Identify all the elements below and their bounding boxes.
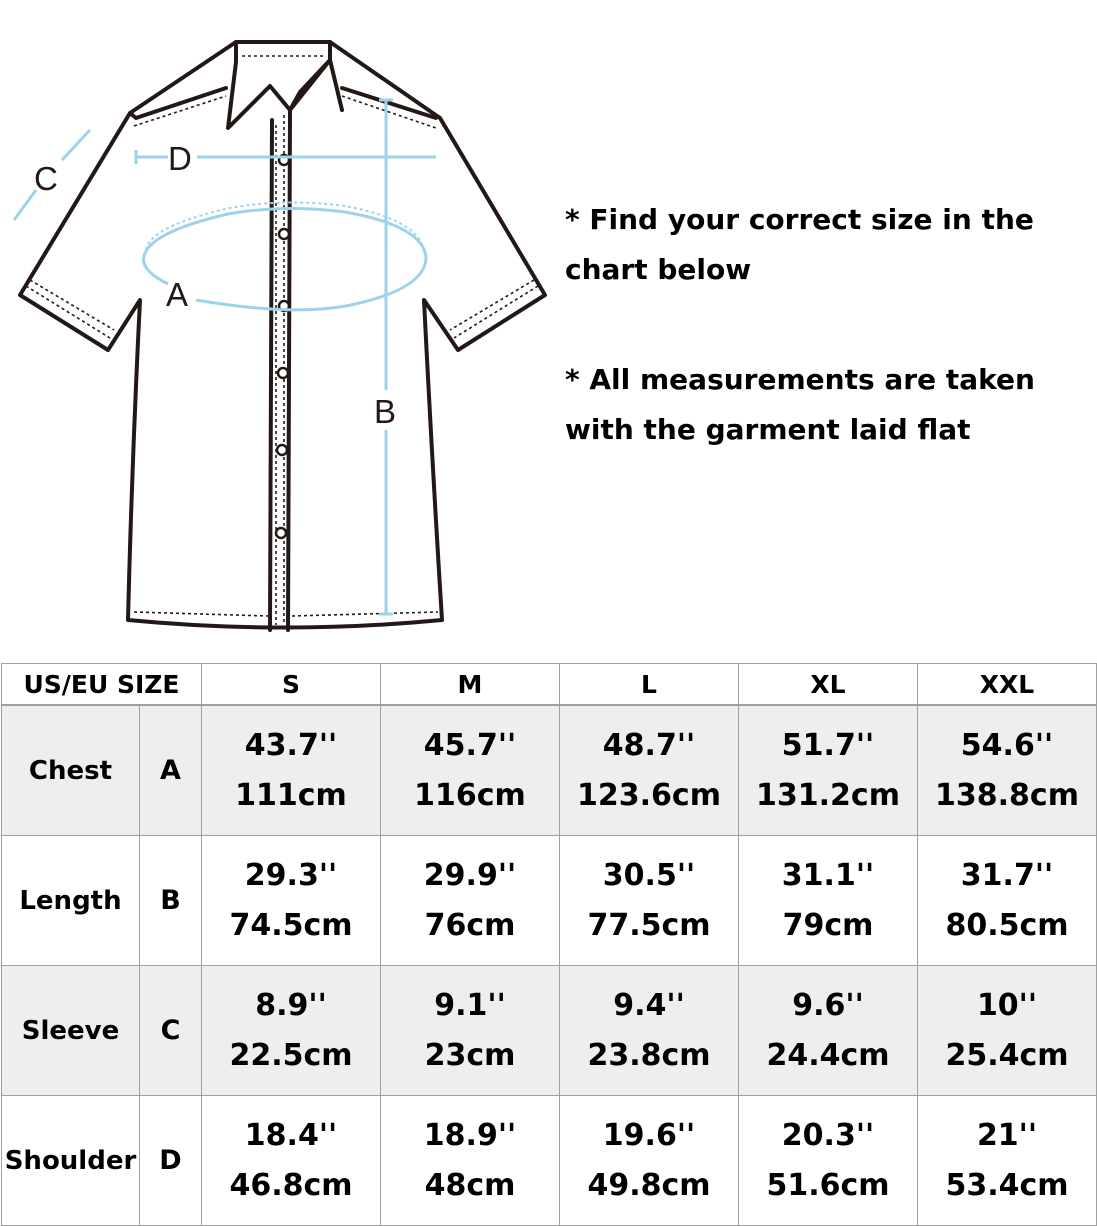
value-inches: 18.9'' <box>423 1117 517 1153</box>
shirt-collar <box>228 42 342 128</box>
value-cm: 48cm <box>424 1167 516 1203</box>
row-label: Sleeve <box>2 966 140 1096</box>
table-cell <box>560 1096 739 1226</box>
note-laid-flat: * All measurements are taken with the garment laid flat <box>565 363 1035 446</box>
table-cell <box>381 1096 560 1226</box>
row-letter: B <box>140 836 202 966</box>
row-letter: C <box>140 966 202 1096</box>
value-cm: 25.4cm <box>945 1037 1069 1073</box>
value-cm: 49.8cm <box>587 1167 711 1203</box>
table-cell <box>918 1096 1097 1226</box>
table-cell <box>918 705 1097 836</box>
value-inches: 51.7'' <box>781 727 875 763</box>
table-cell <box>381 836 560 966</box>
table-cell <box>381 966 560 1096</box>
shirt-outline <box>20 42 545 628</box>
label-c: C <box>34 160 58 197</box>
value-cm: 77.5cm <box>587 907 711 943</box>
table-cell <box>202 836 381 966</box>
value-inches: 9.1'' <box>434 987 506 1023</box>
value-cm: 74.5cm <box>229 907 353 943</box>
table-cell <box>560 966 739 1096</box>
value-inches: 10'' <box>976 987 1038 1023</box>
value-cm: 53.4cm <box>945 1167 1069 1203</box>
value-inches: 29.9'' <box>423 857 517 893</box>
note-find-size: * Find your correct size in the chart below <box>565 203 1034 286</box>
row-letter: D <box>140 1096 202 1226</box>
value-cm: 138.8cm <box>935 777 1079 813</box>
measure-c-line <box>62 130 90 160</box>
table-cell <box>560 836 739 966</box>
value-inches: 48.7'' <box>602 727 696 763</box>
value-cm: 116cm <box>414 777 526 813</box>
header-size-xxl: XXL <box>918 664 1097 706</box>
value-inches: 18.4'' <box>244 1117 338 1153</box>
label-b: B <box>374 393 397 430</box>
table-cell <box>918 966 1097 1096</box>
value-cm: 51.6cm <box>766 1167 890 1203</box>
value-cm: 23.8cm <box>587 1037 711 1073</box>
value-cm: 46.8cm <box>229 1167 353 1203</box>
value-inches: 31.1'' <box>781 857 875 893</box>
label-d: D <box>168 140 192 177</box>
value-inches: 29.3'' <box>244 857 338 893</box>
table-header-row <box>2 664 1097 706</box>
header-size-m: M <box>381 664 560 706</box>
shirt-diagram <box>0 0 560 650</box>
value-inches: 9.4'' <box>613 987 685 1023</box>
value-cm: 22.5cm <box>229 1037 353 1073</box>
table-cell <box>202 1096 381 1226</box>
table-cell <box>381 705 560 836</box>
row-letter: A <box>140 705 202 836</box>
value-inches: 20.3'' <box>781 1117 875 1153</box>
table-row-shoulder <box>2 1096 1097 1226</box>
table-cell <box>202 966 381 1096</box>
value-cm: 76cm <box>424 907 516 943</box>
size-chart-table <box>1 663 1097 1226</box>
table-cell <box>202 705 381 836</box>
header-size-s: S <box>202 664 381 706</box>
table-cell <box>918 836 1097 966</box>
value-cm: 24.4cm <box>766 1037 890 1073</box>
value-inches: 54.6'' <box>960 727 1054 763</box>
size-notes <box>565 195 1095 455</box>
value-inches: 21'' <box>976 1117 1038 1153</box>
row-label: Chest <box>2 705 140 836</box>
value-inches: 43.7'' <box>244 727 338 763</box>
table-cell <box>739 966 918 1096</box>
header-size-l: L <box>560 664 739 706</box>
header-size-xl: XL <box>739 664 918 706</box>
value-cm: 80.5cm <box>945 907 1069 943</box>
row-label: Length <box>2 836 140 966</box>
value-cm: 131.2cm <box>756 777 900 813</box>
value-inches: 45.7'' <box>423 727 517 763</box>
value-cm: 111cm <box>235 777 347 813</box>
label-a: A <box>166 276 189 313</box>
table-row-length <box>2 836 1097 966</box>
value-cm: 123.6cm <box>577 777 721 813</box>
value-inches: 31.7'' <box>960 857 1054 893</box>
table-row-sleeve <box>2 966 1097 1096</box>
value-inches: 9.6'' <box>792 987 864 1023</box>
value-cm: 79cm <box>782 907 874 943</box>
header-size-label: US/EU SIZE <box>2 664 202 706</box>
table-cell <box>739 836 918 966</box>
table-cell <box>560 705 739 836</box>
table-cell <box>739 1096 918 1226</box>
value-inches: 30.5'' <box>602 857 696 893</box>
value-cm: 23cm <box>424 1037 516 1073</box>
value-inches: 19.6'' <box>602 1117 696 1153</box>
table-row-chest <box>2 705 1097 836</box>
row-label: Shoulder <box>2 1096 140 1226</box>
value-inches: 8.9'' <box>255 987 327 1023</box>
table-cell <box>739 705 918 836</box>
